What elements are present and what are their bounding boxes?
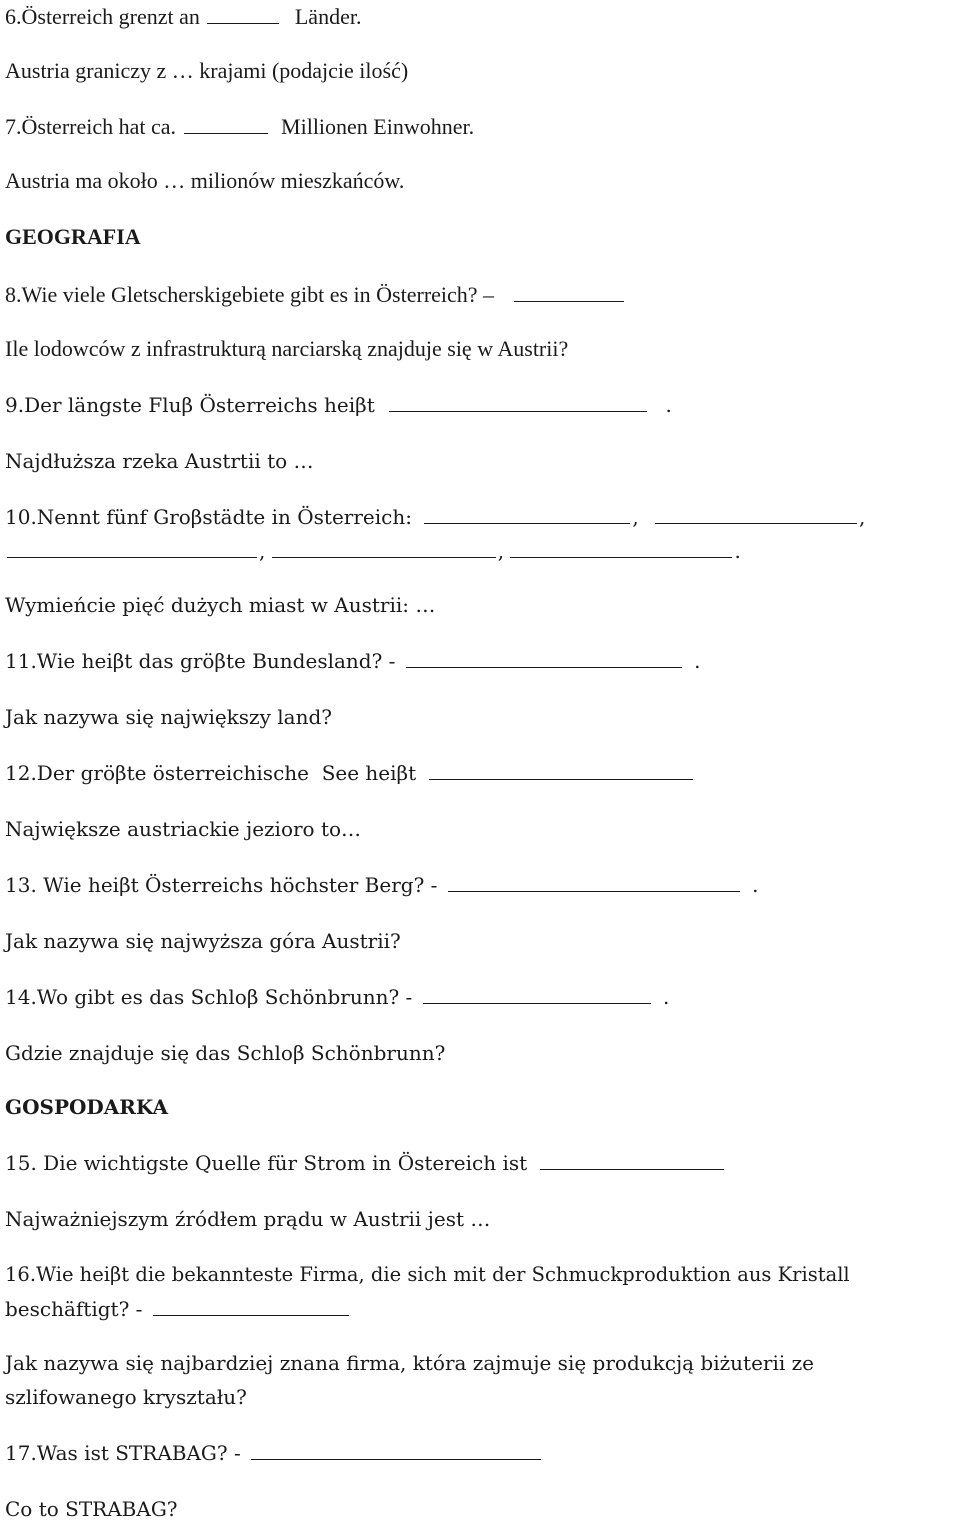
- q6-translation: Austria graniczy z … krajami (podajcie ilość): [5, 58, 409, 83]
- q13-question: [5, 872, 759, 898]
- q13-translation: Jak nazywa się najwyższa góra Austrii?: [5, 929, 401, 953]
- q7-suffix: Millionen Einwohner.: [281, 114, 475, 139]
- section-heading-geografia: GEOGRAFIA: [5, 224, 141, 249]
- q14-suffix: .: [663, 985, 670, 1009]
- q10-comma-4: ,: [497, 539, 505, 563]
- q13-answer-blank[interactable]: [448, 873, 740, 892]
- q7-question: [5, 114, 474, 140]
- q8-translation: Ile lodowców z infrastrukturą narciarską znajduje się w Austrii?: [5, 336, 569, 361]
- q16-translation-line1: Jak nazywa się najbardziej znana firma, która zajmuje się produkcją biżuterii ze: [5, 1351, 815, 1375]
- q15-prefix: 15. Die wichtigste Quelle für Strom in Östereich ist: [5, 1151, 528, 1175]
- q9-answer-blank[interactable]: [389, 393, 647, 412]
- q8-prefix: 8.Wie viele Gletscherskigebiete gibt es in Österreich? –: [5, 282, 495, 307]
- q17-prefix: 17.Was ist STRABAG? -: [5, 1441, 241, 1465]
- q11-prefix: 11.Wie heiβt das gröβte Bundesland? -: [5, 649, 396, 673]
- q11-answer-blank[interactable]: [406, 649, 682, 668]
- q7-translation: Austria ma około … milionów mieszkańców.: [5, 168, 405, 193]
- q7-prefix: 7.Österreich hat ca.: [5, 114, 177, 139]
- q7-answer-blank[interactable]: [184, 115, 268, 134]
- q10-answer-blank-1[interactable]: [424, 505, 630, 524]
- q15-answer-blank[interactable]: [540, 1151, 724, 1170]
- q14-translation: Gdzie znajduje się das Schloβ Schönbrunn?: [5, 1041, 446, 1065]
- q12-answer-blank[interactable]: [429, 761, 693, 780]
- q6-suffix: Länder.: [294, 4, 362, 29]
- q10-answer-blank-5[interactable]: [510, 539, 732, 558]
- q6-answer-blank[interactable]: [207, 5, 279, 24]
- q10-answer-blank-2[interactable]: [655, 505, 857, 524]
- q16-question-line2: [5, 1296, 351, 1322]
- q16-answer-blank[interactable]: [153, 1297, 349, 1316]
- q12-question: [5, 760, 695, 786]
- q14-question: [5, 984, 669, 1010]
- q11-translation: Jak nazywa się największy land?: [5, 705, 332, 729]
- q13-suffix: .: [752, 873, 759, 897]
- q8-answer-blank[interactable]: [514, 283, 624, 302]
- section-heading-gospodarka: GOSPODARKA: [5, 1095, 168, 1119]
- q10-answer-blank-3[interactable]: [7, 539, 257, 558]
- q12-prefix: 12.Der gröβte österreichische See heiβt: [5, 761, 417, 785]
- q6-prefix: 6.Österreich grenzt an: [5, 4, 200, 29]
- q9-prefix: 9.Der längste Fluβ Österreichs heiβt: [5, 393, 375, 417]
- q10-translation: Wymieńcie pięć dużych miast w Austrii: …: [5, 593, 436, 617]
- q13-prefix: 13. Wie heiβt Österreichs höchster Berg? -: [5, 873, 438, 897]
- q10-continuation: [5, 538, 741, 564]
- q16-question-line1: 16.Wie heiβt die bekannteste Firma, die sich mit der Schmuckproduktion aus Kristall: [5, 1263, 850, 1286]
- q14-answer-blank[interactable]: [423, 985, 651, 1004]
- q10-answer-blank-4[interactable]: [272, 539, 496, 558]
- q11-question: [5, 648, 701, 674]
- q17-answer-blank[interactable]: [251, 1441, 541, 1460]
- q10-question: [5, 504, 865, 530]
- q9-question: [5, 392, 672, 418]
- q14-prefix: 14.Wo gibt es das Schloβ Schönbrunn? -: [5, 985, 413, 1009]
- q8-question: [5, 282, 626, 308]
- q9-suffix: .: [665, 393, 672, 417]
- q6-question: [5, 4, 361, 30]
- q10-prefix: 10.Nennt fünf Groβstädte in Österreich:: [5, 505, 412, 529]
- q12-translation: Największe austriackie jezioro to…: [5, 817, 362, 841]
- q11-suffix: .: [694, 649, 701, 673]
- q15-translation: Najważniejszym źródłem prądu w Austrii jest …: [5, 1207, 491, 1231]
- q10-period: .: [734, 539, 741, 563]
- q15-question: [5, 1150, 726, 1176]
- q17-question: [5, 1440, 543, 1466]
- q10-comma-3: ,: [259, 539, 266, 563]
- q10-comma-2: ,: [859, 505, 866, 529]
- q16-line2-text: beschäftigt? -: [5, 1297, 143, 1321]
- q17-translation: Co to STRABAG?: [5, 1497, 178, 1521]
- q10-comma-1: ,: [632, 505, 639, 529]
- q16-translation-line2: szlifowanego kryształu?: [5, 1385, 247, 1409]
- q9-translation: Najdłuższa rzeka Austrtii to …: [5, 449, 314, 473]
